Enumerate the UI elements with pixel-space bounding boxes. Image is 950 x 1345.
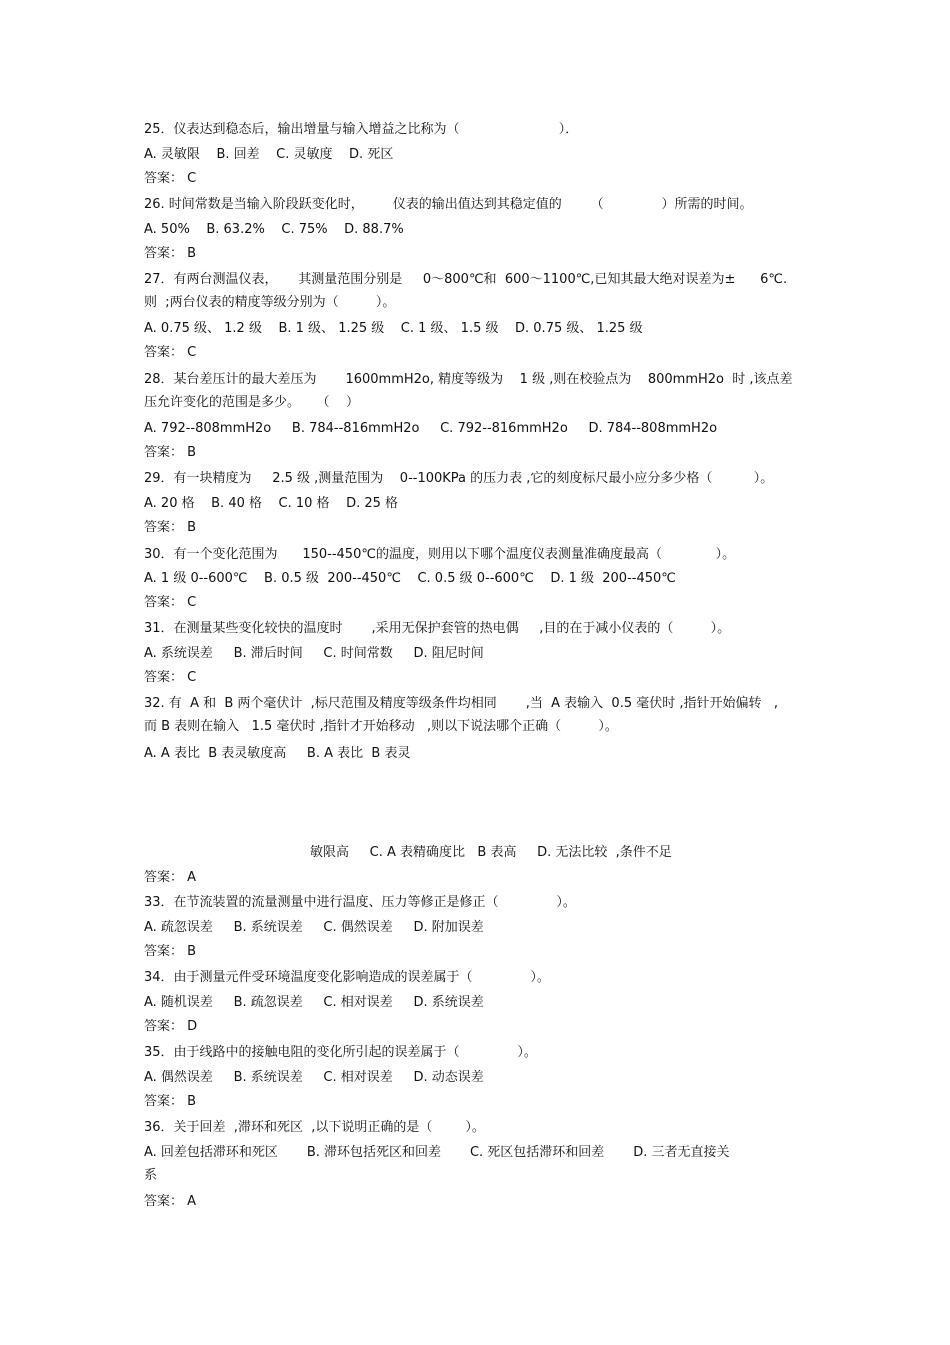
options-34: A. 随机误差 B. 疏忽误差 C. 相对误差 D. 系统误差 (144, 995, 484, 1010)
options-32-line-1: A. A 表比 B 表灵敏度高 B. A 表比 B 表灵 (144, 746, 411, 761)
question-28-line-2: 压允许变化的范围是多少。 （ ） (144, 395, 360, 410)
options-29: A. 20 格 B. 40 格 C. 10 格 D. 25 格 (144, 496, 399, 511)
answer-29: 答案： B (144, 520, 197, 535)
options-35: A. 偶然误差 B. 系统误差 C. 相对误差 D. 动态误差 (144, 1070, 484, 1085)
question-36: 36．关于回差 ,滞环和死区 ,以下说明正确的是（ ）。 (144, 1120, 485, 1135)
answer-30: 答案： C (144, 595, 197, 610)
answer-27: 答案： C (144, 345, 197, 360)
options-32-line-2: 敏限高 C. A 表精确度比 B 表高 D. 无法比较 ,条件不足 (310, 845, 672, 860)
answer-25: 答案： C (144, 171, 197, 186)
question-32-line-1: 32. 有 A 和 B 两个毫伏计 ,标尺范围及精度等级条件均相同 ,当 A 表输入 0.5 毫伏时 ,指针开始偏转 , (144, 696, 779, 711)
options-30: A. 1 级 0--600℃ B. 0.5 级 200--450℃ C. 0.5 级 0--600℃ D. 1 级 200--450℃ (144, 571, 676, 586)
options-25: A. 灵敏限 B. 回差 C. 灵敏度 D. 死区 (144, 147, 394, 162)
question-26: 26. 时间常数是当输入阶段跃变化时， 仪表的输出值达到其稳定值的 （ ）所需的时间。 (144, 197, 753, 212)
question-35: 35．由于线路中的接触电阻的变化所引起的误差属于（ ）。 (144, 1045, 537, 1060)
question-30: 30．有一个变化范围为 150--450℃的温度，则用以下哪个温度仪表测量准确度最高（ ）。 (144, 547, 736, 562)
question-27-line-1: 27．有两台测温仪表， 其测量范围分别是 0～800℃和 600～1100℃,已知其最大绝对误差为± 6℃. (144, 272, 788, 287)
question-27-line-2: 则 ;两台仪表的精度等级分别为（ ）。 (144, 295, 396, 310)
answer-34: 答案： D (144, 1019, 198, 1034)
answer-31: 答案： C (144, 670, 197, 685)
answer-35: 答案： B (144, 1094, 197, 1109)
answer-28: 答案： B (144, 445, 197, 460)
options-33: A. 疏忽误差 B. 系统误差 C. 偶然误差 D. 附加误差 (144, 920, 484, 935)
options-27: A. 0.75 级、 1.2 级 B. 1 级、 1.25 级 C. 1 级、 1.5 级 D. 0.75 级、 1.25 级 (144, 321, 643, 336)
answer-26: 答案： B (144, 246, 197, 261)
question-29: 29．有一块精度为 2.5 级 ,测量范围为 0--100KPa 的压力表 ,它的刻度标尺最小应分多少格（ ）。 (144, 471, 774, 486)
options-28: A. 792--808mmH2o B. 784--816mmH2o C. 792--816mmH2o D. 784--808mmH2o (144, 421, 718, 436)
question-32-line-2: 而 B 表则在输入 1.5 毫伏时 ,指针才开始移动 ,则以下说法哪个正确（ ）。 (144, 719, 618, 734)
question-34: 34．由于测量元件受环境温度变化影响造成的误差属于（ ）。 (144, 970, 550, 985)
question-31: 31．在测量某些变化较快的温度时 ,采用无保护套管的热电偶 ,目的在于减小仪表的（ ）。 (144, 621, 731, 636)
answer-32: 答案： A (144, 870, 197, 885)
options-36-line-2: 系 (144, 1168, 158, 1183)
options-26: A. 50% B. 63.2% C. 75% D. 88.7% (144, 222, 404, 237)
options-36-line-1: A. 回差包括滞环和死区 B. 滞环包括死区和回差 C. 死区包括滞环和回差 D. 三者无直接关 (144, 1145, 730, 1160)
question-28-line-1: 28．某台差压计的最大差压为 1600mmH2o, 精度等级为 1 级 ,则在校验点为 800mmH2o 时 ,该点差 (144, 372, 793, 387)
answer-36: 答案： A (144, 1194, 197, 1209)
question-33: 33．在节流装置的流量测量中进行温度、压力等修正是修正（ ）。 (144, 895, 576, 910)
answer-33: 答案： B (144, 944, 197, 959)
options-31: A. 系统误差 B. 滞后时间 C. 时间常数 D. 阻尼时间 (144, 646, 484, 661)
question-25: 25．仪表达到稳态后，输出增量与输入增益之比称为（ ）． (144, 122, 579, 137)
